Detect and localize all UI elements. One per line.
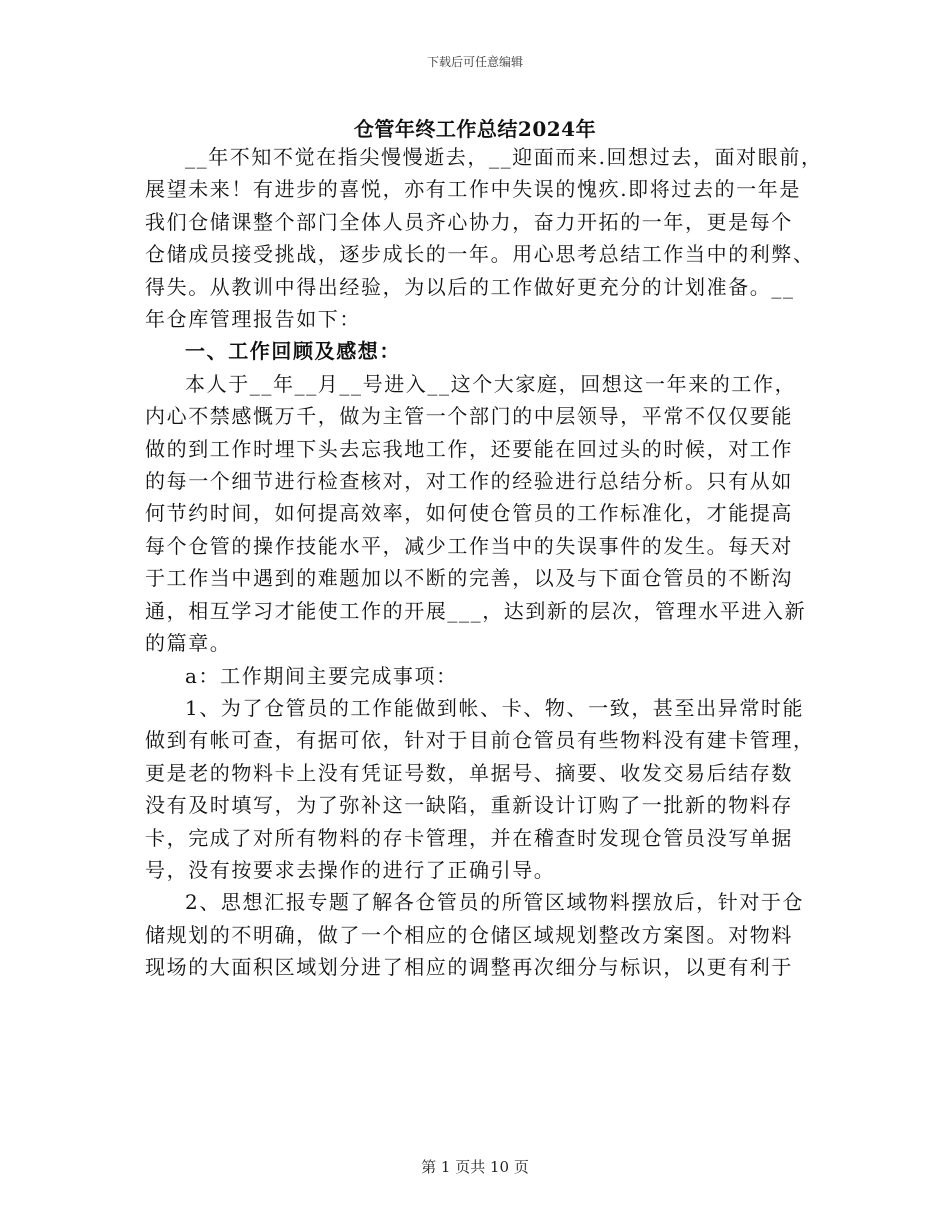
text-line: 仓储成员接受挑战，逐步成长的一年。用心思考总结工作当中的利弊、	[145, 242, 815, 267]
text-line: 做的到工作时埋下头去忘我地工作，还要能在回过头的时候，对工作	[145, 436, 793, 461]
text-line: 内心不禁感慨万千，做为主管一个部门的中层领导，平常不仅仅要能	[145, 404, 793, 429]
paragraph	[145, 368, 810, 660]
text-line: 每个仓管的操作技能水平，减少工作当中的失误事件的发生。每天对	[145, 533, 793, 558]
text-line: 本人于__年__月__号进入__这个大家庭，回想这一年来的工作，	[185, 371, 797, 396]
paragraph	[145, 692, 815, 886]
text-line: 号，没有按要求去操作的进行了正确引导。	[145, 857, 556, 882]
header-note: 下载后可任意编辑	[426, 55, 523, 69]
text-line: 储规划的不明确，做了一个相应的仓储区域规划整改方案图。对物料	[145, 922, 793, 947]
text-line: 的每一个细节进行检查核对，对工作的经验进行总结分析。只有从如	[145, 469, 793, 494]
text-line: 卡，完成了对所有物料的存卡管理，并在稽查时发现仓管员没写单据	[145, 825, 793, 850]
paragraph	[145, 660, 810, 692]
text-line: 现场的大面积区域划分进了相应的调整再次细分与标识，以更有利于	[145, 955, 793, 980]
text-line: 我们仓储课整个部门全体人员齐心协力，奋力开拓的一年，更是每个	[145, 209, 793, 234]
text-line: 通，相互学习才能使工作的开展___，达到新的层次，管理水平进入新	[145, 598, 807, 623]
paragraph	[145, 141, 823, 335]
page-footer: 第 1 页共 10 页	[421, 1158, 529, 1176]
section-heading	[145, 335, 810, 367]
text-line: 没有及时填写，为了弥补这一缺陷，重新设计订购了一批新的物料存	[145, 793, 793, 818]
text-line: __年不知不觉在指尖慢慢逝去，__迎面而来.回想过去，面对眼前，	[185, 145, 823, 169]
document-body	[145, 141, 823, 984]
text-line: 1、为了仓管员的工作能做到帐、卡、物、一致，甚至出异常时能	[185, 695, 805, 720]
document-title: 仓管年终工作总结2024年	[353, 117, 597, 141]
text-line: 做到有帐可查，有据可依，针对于目前仓管员有些物料没有建卡管理，	[145, 728, 815, 753]
paragraph	[145, 886, 810, 983]
text-line: 的篇章。	[145, 631, 232, 656]
text-line: 更是老的物料卡上没有凭证号数，单据号、摘要、收发交易后结存数	[145, 760, 793, 785]
text-line: 2、思想汇报专题了解各仓管员的所管区域物料摆放后，针对于仓	[185, 890, 805, 915]
text-line: a：工作期间主要完成事项：	[185, 663, 458, 688]
text-line: 何节约时间，如何提高效率，如何使仓管员的工作标准化，才能提高	[145, 501, 793, 526]
text-line: 于工作当中遇到的难题加以不断的完善，以及与下面仓管员的不断沟	[145, 566, 793, 591]
text-line: 一、工作回顾及感想：	[185, 339, 401, 364]
text-line: 年仓库管理报告如下：	[145, 307, 361, 332]
text-line: 展望未来！有进步的喜悦，亦有工作中失误的愧疚.即将过去的一年是	[145, 177, 801, 202]
text-line: 得失。从教训中得出经验，为以后的工作做好更充分的计划准备。__	[145, 274, 795, 299]
